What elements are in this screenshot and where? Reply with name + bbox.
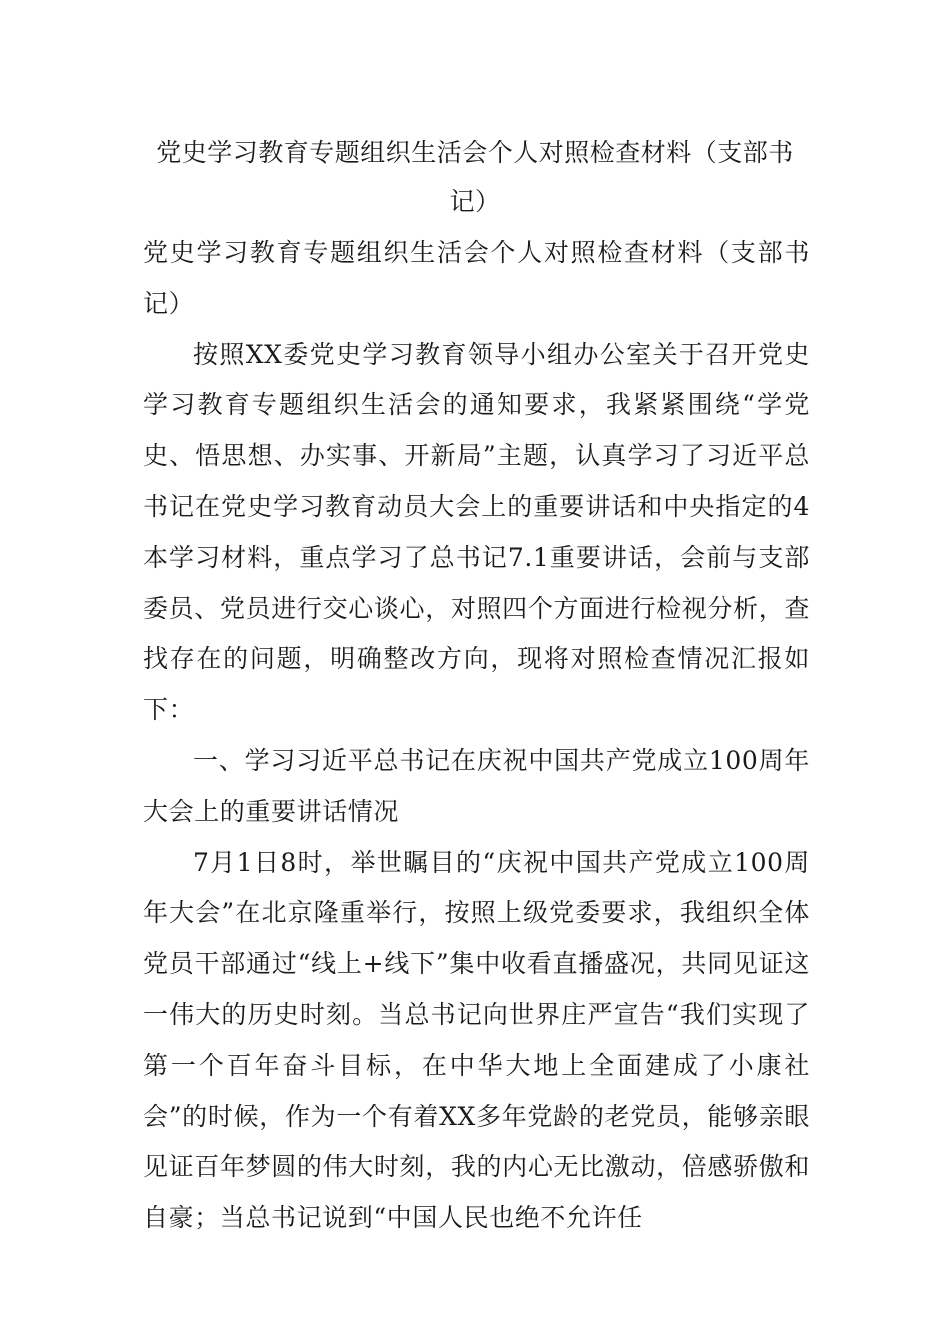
document-title: 党史学习教育专题组织生活会个人对照检查材料（支部书记） (156, 138, 794, 216)
document-body (143, 228, 810, 1244)
section-heading: 一、学习习近平总书记在庆祝中国共产党成立100周年大会上的重要讲话情况 (143, 745, 810, 826)
intro-paragraph: 按照XX委党史学习教育领导小组办公室关于召开党史学习教育专题组织生活会的通知要求，我紧紧围绕“学党史、悟思想、办实事、开新局”主题，认真学习了习近平总书记在党史学习教育动员大会上的重要讲话和中央指定的4本学习材料，重点学习了总书记7.1重要讲话，会前与支部委员、党员进行交心谈心，对照四个方面进行检视分析，查找存在的问题，明确整改方向，现将对照检查情况汇报如下： (143, 339, 810, 725)
body-paragraph: 7月1日8时，举世瞩目的“庆祝中国共产党成立100周年大会”在北京隆重举行，按照上级党委要求，我组织全体党员干部通过“线上+线下”集中收看直播盛况，共同见证这一伟大的历史时刻。当总书记向世界庄严宣告“我们实现了第一个百年奋斗目标，在中华大地上全面建成了小康社会”的时候，作为一个有着XX多年党龄的老党员，能够亲眼见证百年梦圆的伟大时刻，我的内心无比激动，倍感骄傲和自豪；当总书记说到“中国人民也绝不允许任 (143, 847, 810, 1233)
subtitle-paragraph: 党史学习教育专题组织生活会个人对照检查材料（支部书记） (143, 238, 810, 318)
